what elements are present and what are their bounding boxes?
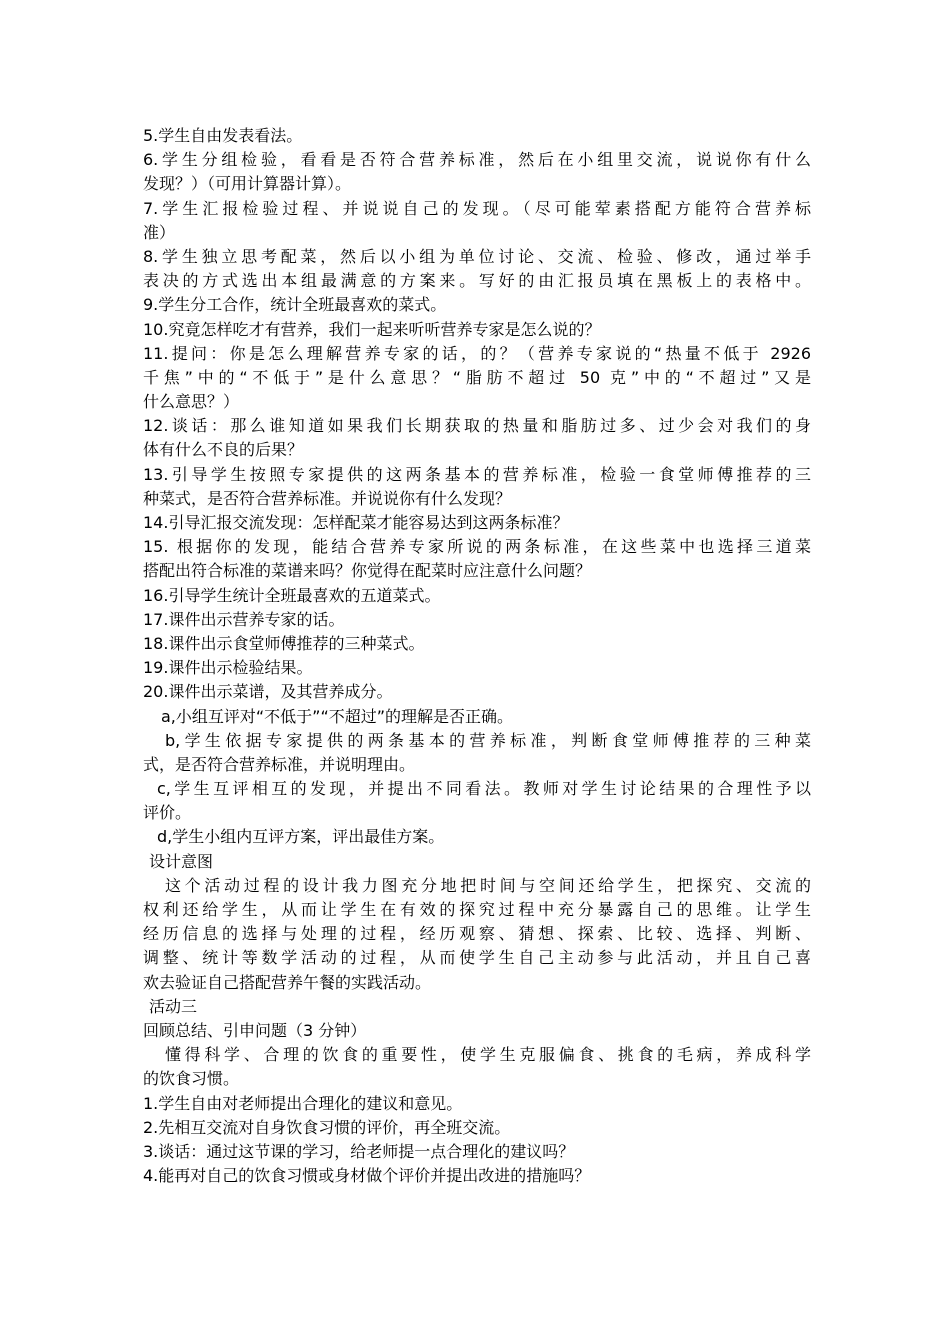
text-line: 表决的方式选出本组最满意的方案来。写好的由汇报员填在黑板上的表格中。 xyxy=(143,271,811,291)
text-line: 13.引导学生按照专家提供的这两条基本的营养标准，检验一食堂师傅推荐的三 xyxy=(143,464,811,484)
text-line: 10.究竟怎样吃才有营养，我们一起来听听营养专家是怎么说的？ xyxy=(143,319,601,339)
text-line: b,学生依据专家提供的两条基本的营养标准，判断食堂师傅推荐的三种菜 xyxy=(165,730,811,750)
text-line: 千焦”中的“不低于”是什么意思？“脂肪不超过 50 克”中的“不超过”又是 xyxy=(143,367,811,387)
text-line: 17.课件出示营养专家的话。 xyxy=(143,609,345,629)
text-line: 的饮食习惯。 xyxy=(143,1069,240,1089)
text-line: 什么意思？） xyxy=(143,392,240,412)
text-line: 7.学生汇报检验过程、并说说自己的发现。（尽可能荤素搭配方能符合营养标 xyxy=(143,198,811,218)
text-line: 11.提问：你是怎么理解营养专家的话，的？（营养专家说的“热量不低于 2926 xyxy=(143,343,811,363)
text-line: 权利还给学生，从而让学生在有效的探究过程中充分暴露自己的思维。让学生 xyxy=(143,900,811,919)
text-line: 20.课件出示菜谱，及其营养成分。 xyxy=(143,682,393,702)
text-line: d,学生小组内互评方案，评出最佳方案。 xyxy=(157,827,445,847)
text-line: 5.学生自由发表看法。 xyxy=(143,126,303,145)
text-line: 18.课件出示食堂师傅推荐的三种菜式。 xyxy=(143,633,425,653)
text-line: 懂得科学、合理的饮食的重要性，使学生克服偏食、挑食的毛病，养成科学 xyxy=(165,1045,811,1065)
text-line: 16.引导学生统计全班最喜欢的五道菜式。 xyxy=(143,585,441,605)
text-line: 评价。 xyxy=(143,803,192,823)
section-subheading: 回顾总结、引申问题（3 分钟） xyxy=(143,1020,367,1040)
document-page xyxy=(143,124,811,1188)
section-heading: 活动三 xyxy=(149,996,198,1016)
section-heading: 设计意图 xyxy=(149,851,214,871)
text-line: 这个活动过程的设计我力图充分地把时间与空间还给学生，把探究、交流的 xyxy=(165,875,811,895)
text-line: 发现？）（可用计算器计算）。 xyxy=(143,174,352,194)
text-line: 式，是否符合营养标准，并说明理由。 xyxy=(143,754,416,774)
text-line: 8.学生独立思考配菜，然后以小组为单位讨论、交流、检验、修改，通过举手 xyxy=(143,246,811,266)
text-line: 准） xyxy=(143,222,176,242)
text-line: 3.谈话：通过这节课的学习，给老师提一点合理化的建议吗？ xyxy=(143,1141,575,1161)
text-line: 19.课件出示检验结果。 xyxy=(143,658,313,678)
text-line: c,学生互评相互的发现，并提出不同看法。教师对学生讨论结果的合理性予以 xyxy=(157,779,811,799)
text-line: 6.学生分组检验，看看是否符合营养标准，然后在小组里交流，说说你有什么 xyxy=(143,150,811,170)
text-line: 搭配出符合标准的菜谱来吗？你觉得在配菜时应注意什么问题？ xyxy=(143,561,592,581)
text-line: 欢去验证自己搭配营养午餐的实践活动。 xyxy=(143,972,432,992)
text-line: 12.谈话：那么谁知道如果我们长期获取的热量和脂肪过多、过少会对我们的身 xyxy=(143,416,811,436)
text-line: 体有什么不良的后果？ xyxy=(143,440,304,460)
text-line: 15. 根据你的发现，能结合营养专家所说的两条标准，在这些菜中也选择三道菜 xyxy=(143,537,811,557)
text-line: a,小组互评对“不低于”“不超过”的理解是否正确。 xyxy=(161,706,514,726)
text-line: 4.能再对自己的饮食习惯或身材做个评价并提出改进的措施吗？ xyxy=(143,1166,591,1186)
text-line: 经历信息的选择与处理的过程，经历观察、猜想、探索、比较、选择、判断、 xyxy=(143,924,811,944)
text-line: 调整、统计等数学活动的过程，从而使学生自己主动参与此活动，并且自己喜 xyxy=(143,948,811,968)
text-line: 14.引导汇报交流发现：怎样配菜才能容易达到这两条标准？ xyxy=(143,513,569,532)
text-line: 1.学生自由对老师提出合理化的建议和意见。 xyxy=(143,1093,463,1113)
text-line: 种菜式，是否符合营养标准。并说说你有什么发现？ xyxy=(143,488,512,508)
text-line: 2.先相互交流对自身饮食习惯的评价，再全班交流。 xyxy=(143,1117,511,1137)
text-line: 9.学生分工合作，统计全班最喜欢的菜式。 xyxy=(143,295,447,315)
